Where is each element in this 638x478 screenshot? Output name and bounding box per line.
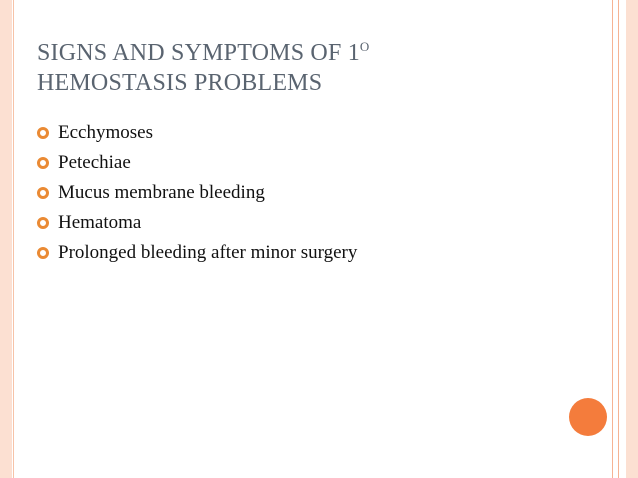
list-item — [37, 148, 357, 178]
bullet-text: Prolonged bleeding after minor surgery — [58, 242, 358, 263]
bullet-circle-icon — [37, 247, 49, 259]
bullet-text: Ecchymoses — [58, 122, 153, 143]
right-border-line-inner — [618, 0, 619, 478]
bullet-circle-icon — [37, 187, 49, 199]
left-border-decoration — [0, 0, 12, 478]
right-border-line — [612, 0, 613, 478]
slide-title-line1: SIGNS AND SYMPTOMS OF 1 — [37, 40, 360, 66]
bullet-text: Petechiae — [58, 152, 131, 173]
right-border-decoration — [626, 0, 638, 478]
title-superscript: O — [359, 39, 370, 54]
slide-title — [37, 38, 577, 98]
bullet-text: Hematoma — [58, 212, 142, 233]
list-item — [37, 118, 357, 148]
bullet-text: Mucus membrane bleeding — [58, 182, 265, 203]
bullet-circle-icon — [37, 127, 49, 139]
left-border-line — [13, 0, 14, 478]
bullet-list — [37, 118, 357, 268]
bullet-circle-icon — [37, 157, 49, 169]
list-item — [37, 208, 357, 238]
slide-title-line2: HEMOSTASIS PROBLEMS — [37, 70, 323, 96]
list-item — [37, 238, 357, 268]
accent-circle-decoration — [569, 398, 607, 436]
bullet-circle-icon — [37, 217, 49, 229]
list-item — [37, 178, 357, 208]
